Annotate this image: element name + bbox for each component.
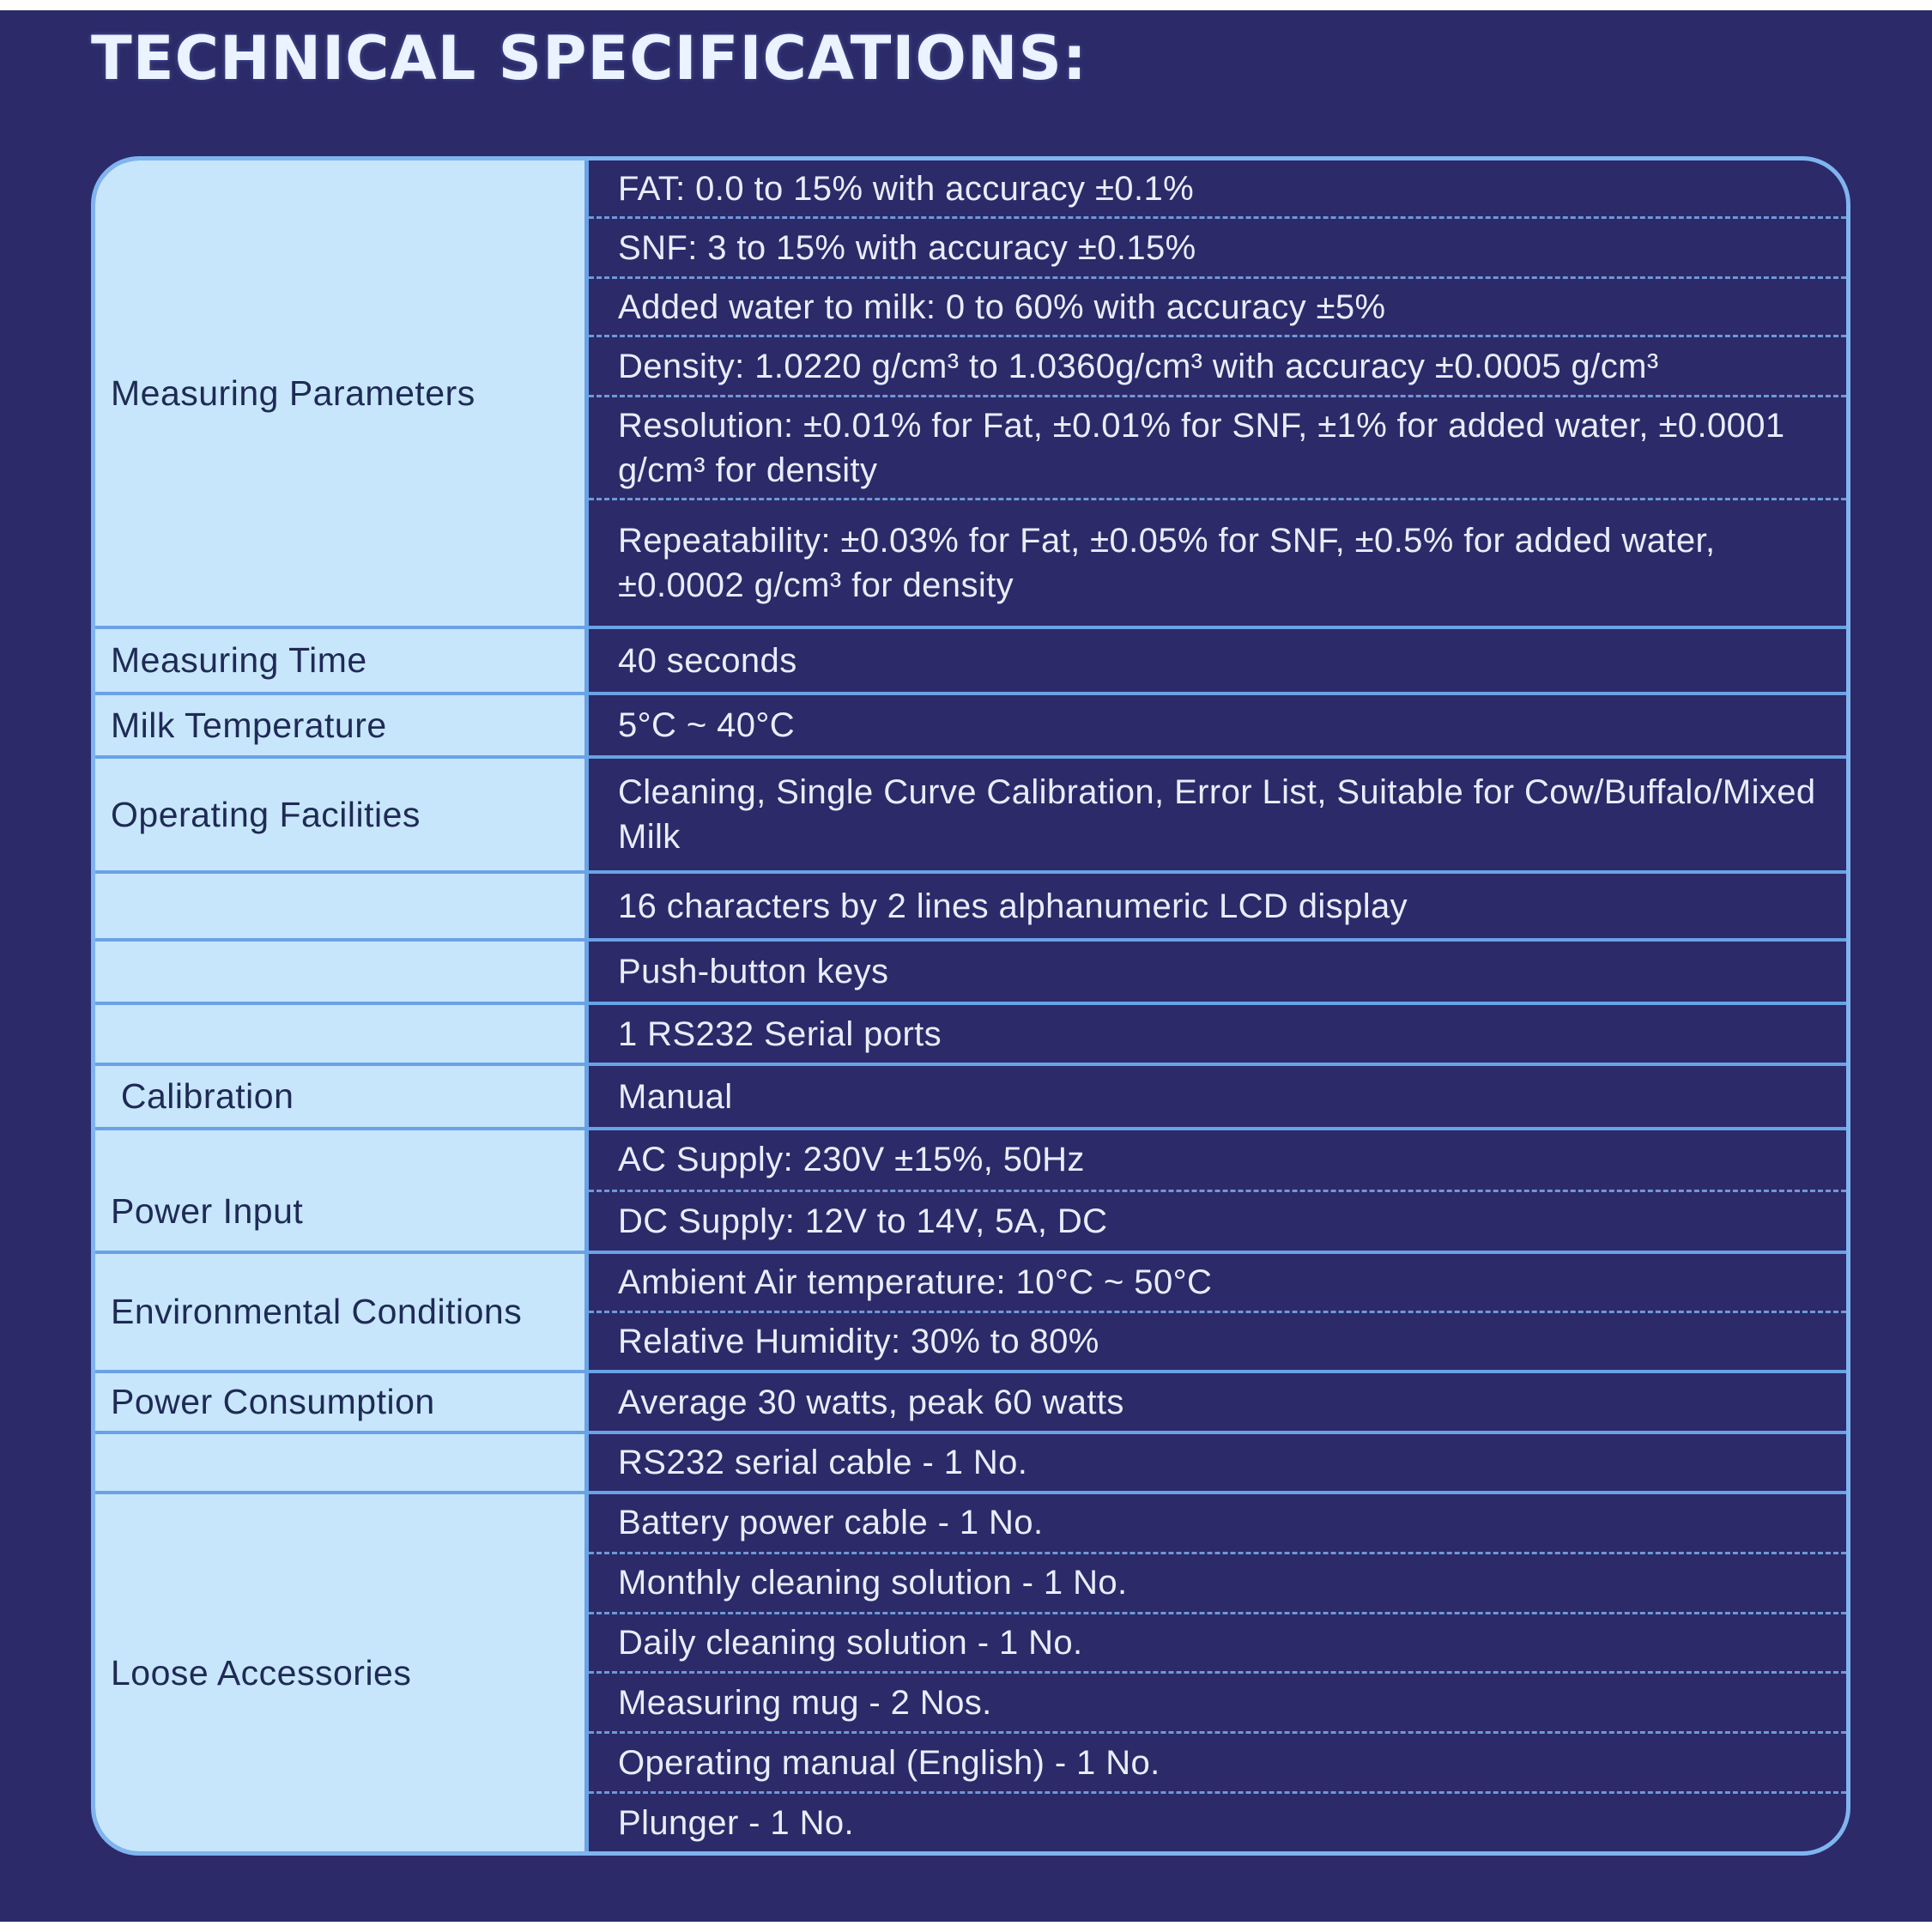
spec-row [95,160,1846,629]
spec-value: Relative Humidity: 30% to 80% [618,1323,1099,1360]
spec-value: Repeatability: ±0.03% for Fat, ±0.05% for SNF, ±0.5% for added water, ±0.0002 g/cm³ for density [618,522,1716,604]
spec-value: Resolution: ±0.01% for Fat, ±0.01% for SNF, ±1% for added water, ±0.0001 g/cm³ for density [589,397,1846,500]
spec-label: Milk Temperature [95,695,589,755]
spec-row [95,1066,1846,1130]
spec-row [95,695,1846,759]
spec-value: Battery power cable - 1 No. [589,1494,1846,1554]
spec-sheet [0,10,1932,1922]
spec-row [95,759,1846,874]
spec-value: 40 seconds [618,641,797,680]
spec-row [95,1254,1846,1373]
page-title: TECHNICAL SPECIFICATIONS: [91,23,1087,94]
spec-label: Operating Facilities [95,759,589,870]
spec-label [95,942,589,1002]
spec-value: 5°C ~ 40°C [618,706,796,744]
spec-row [95,629,1846,695]
spec-values [589,1254,1846,1370]
spec-value: Push-button keys [618,953,889,990]
spec-value: 1 RS232 Serial ports [618,1014,942,1053]
spec-label: Measuring Parameters [95,160,589,626]
spec-value: Cleaning, Single Curve Calibration, Error List, Suitable for Cow/Buffalo/Mixed Milk [618,773,1816,856]
spec-value: Density: 1.0220 g/cm³ to 1.0360g/cm³ with accuracy ±0.0005 g/cm³ [589,337,1846,397]
spec-label: Environmental Conditions [95,1254,589,1370]
spec-value: DC Supply: 12V to 14V, 5A, DC [618,1202,1108,1240]
spec-value: RS232 serial cable - 1 No. [618,1444,1028,1481]
spec-value: Manual [618,1077,733,1116]
spec-value: Average 30 watts, peak 60 watts [618,1383,1124,1421]
spec-values [589,1130,1846,1251]
spec-row [95,1130,1846,1254]
spec-label: Power Consumption [95,1373,589,1431]
spec-value: Daily cleaning solution - 1 No. [589,1614,1846,1675]
spec-row [95,1005,1846,1066]
spec-value: Ambient Air temperature: 10°C ~ 50°C [589,1254,1846,1313]
spec-values [589,629,1846,692]
spec-values [589,1494,1846,1851]
spec-values [589,874,1846,938]
spec-values [589,942,1846,1002]
spec-values [589,695,1846,755]
spec-table [91,156,1850,1856]
spec-value: FAT: 0.0 to 15% with accuracy ±0.1% [589,160,1846,219]
spec-label [95,1434,589,1491]
spec-values [589,1373,1846,1431]
spec-value: AC Supply: 230V ±15%, 50Hz [589,1130,1846,1192]
spec-values [589,1005,1846,1063]
spec-row [95,1434,1846,1494]
spec-label: Calibration [95,1066,589,1127]
spec-values [589,160,1846,626]
spec-values [589,1066,1846,1127]
spec-row [95,1373,1846,1434]
spec-value: SNF: 3 to 15% with accuracy ±0.15% [589,219,1846,279]
spec-row [95,1494,1846,1851]
spec-value: Added water to milk: 0 to 60% with accuracy ±5% [589,279,1846,337]
spec-value: 16 characters by 2 lines alphanumeric LCD display [618,887,1408,925]
spec-values [589,759,1846,870]
spec-label [95,1005,589,1063]
spec-row [95,942,1846,1005]
spec-values [589,1434,1846,1491]
spec-value: Plunger - 1 No. [618,1803,855,1842]
spec-label: Power Input [95,1130,589,1251]
spec-label [95,874,589,938]
spec-value: Measuring mug - 2 Nos. [589,1674,1846,1734]
spec-row [95,874,1846,942]
spec-label: Loose Accessories [95,1494,589,1851]
spec-label: Measuring Time [95,629,589,692]
spec-value: Monthly cleaning solution - 1 No. [589,1554,1846,1614]
spec-value: Operating manual (English) - 1 No. [589,1734,1846,1794]
